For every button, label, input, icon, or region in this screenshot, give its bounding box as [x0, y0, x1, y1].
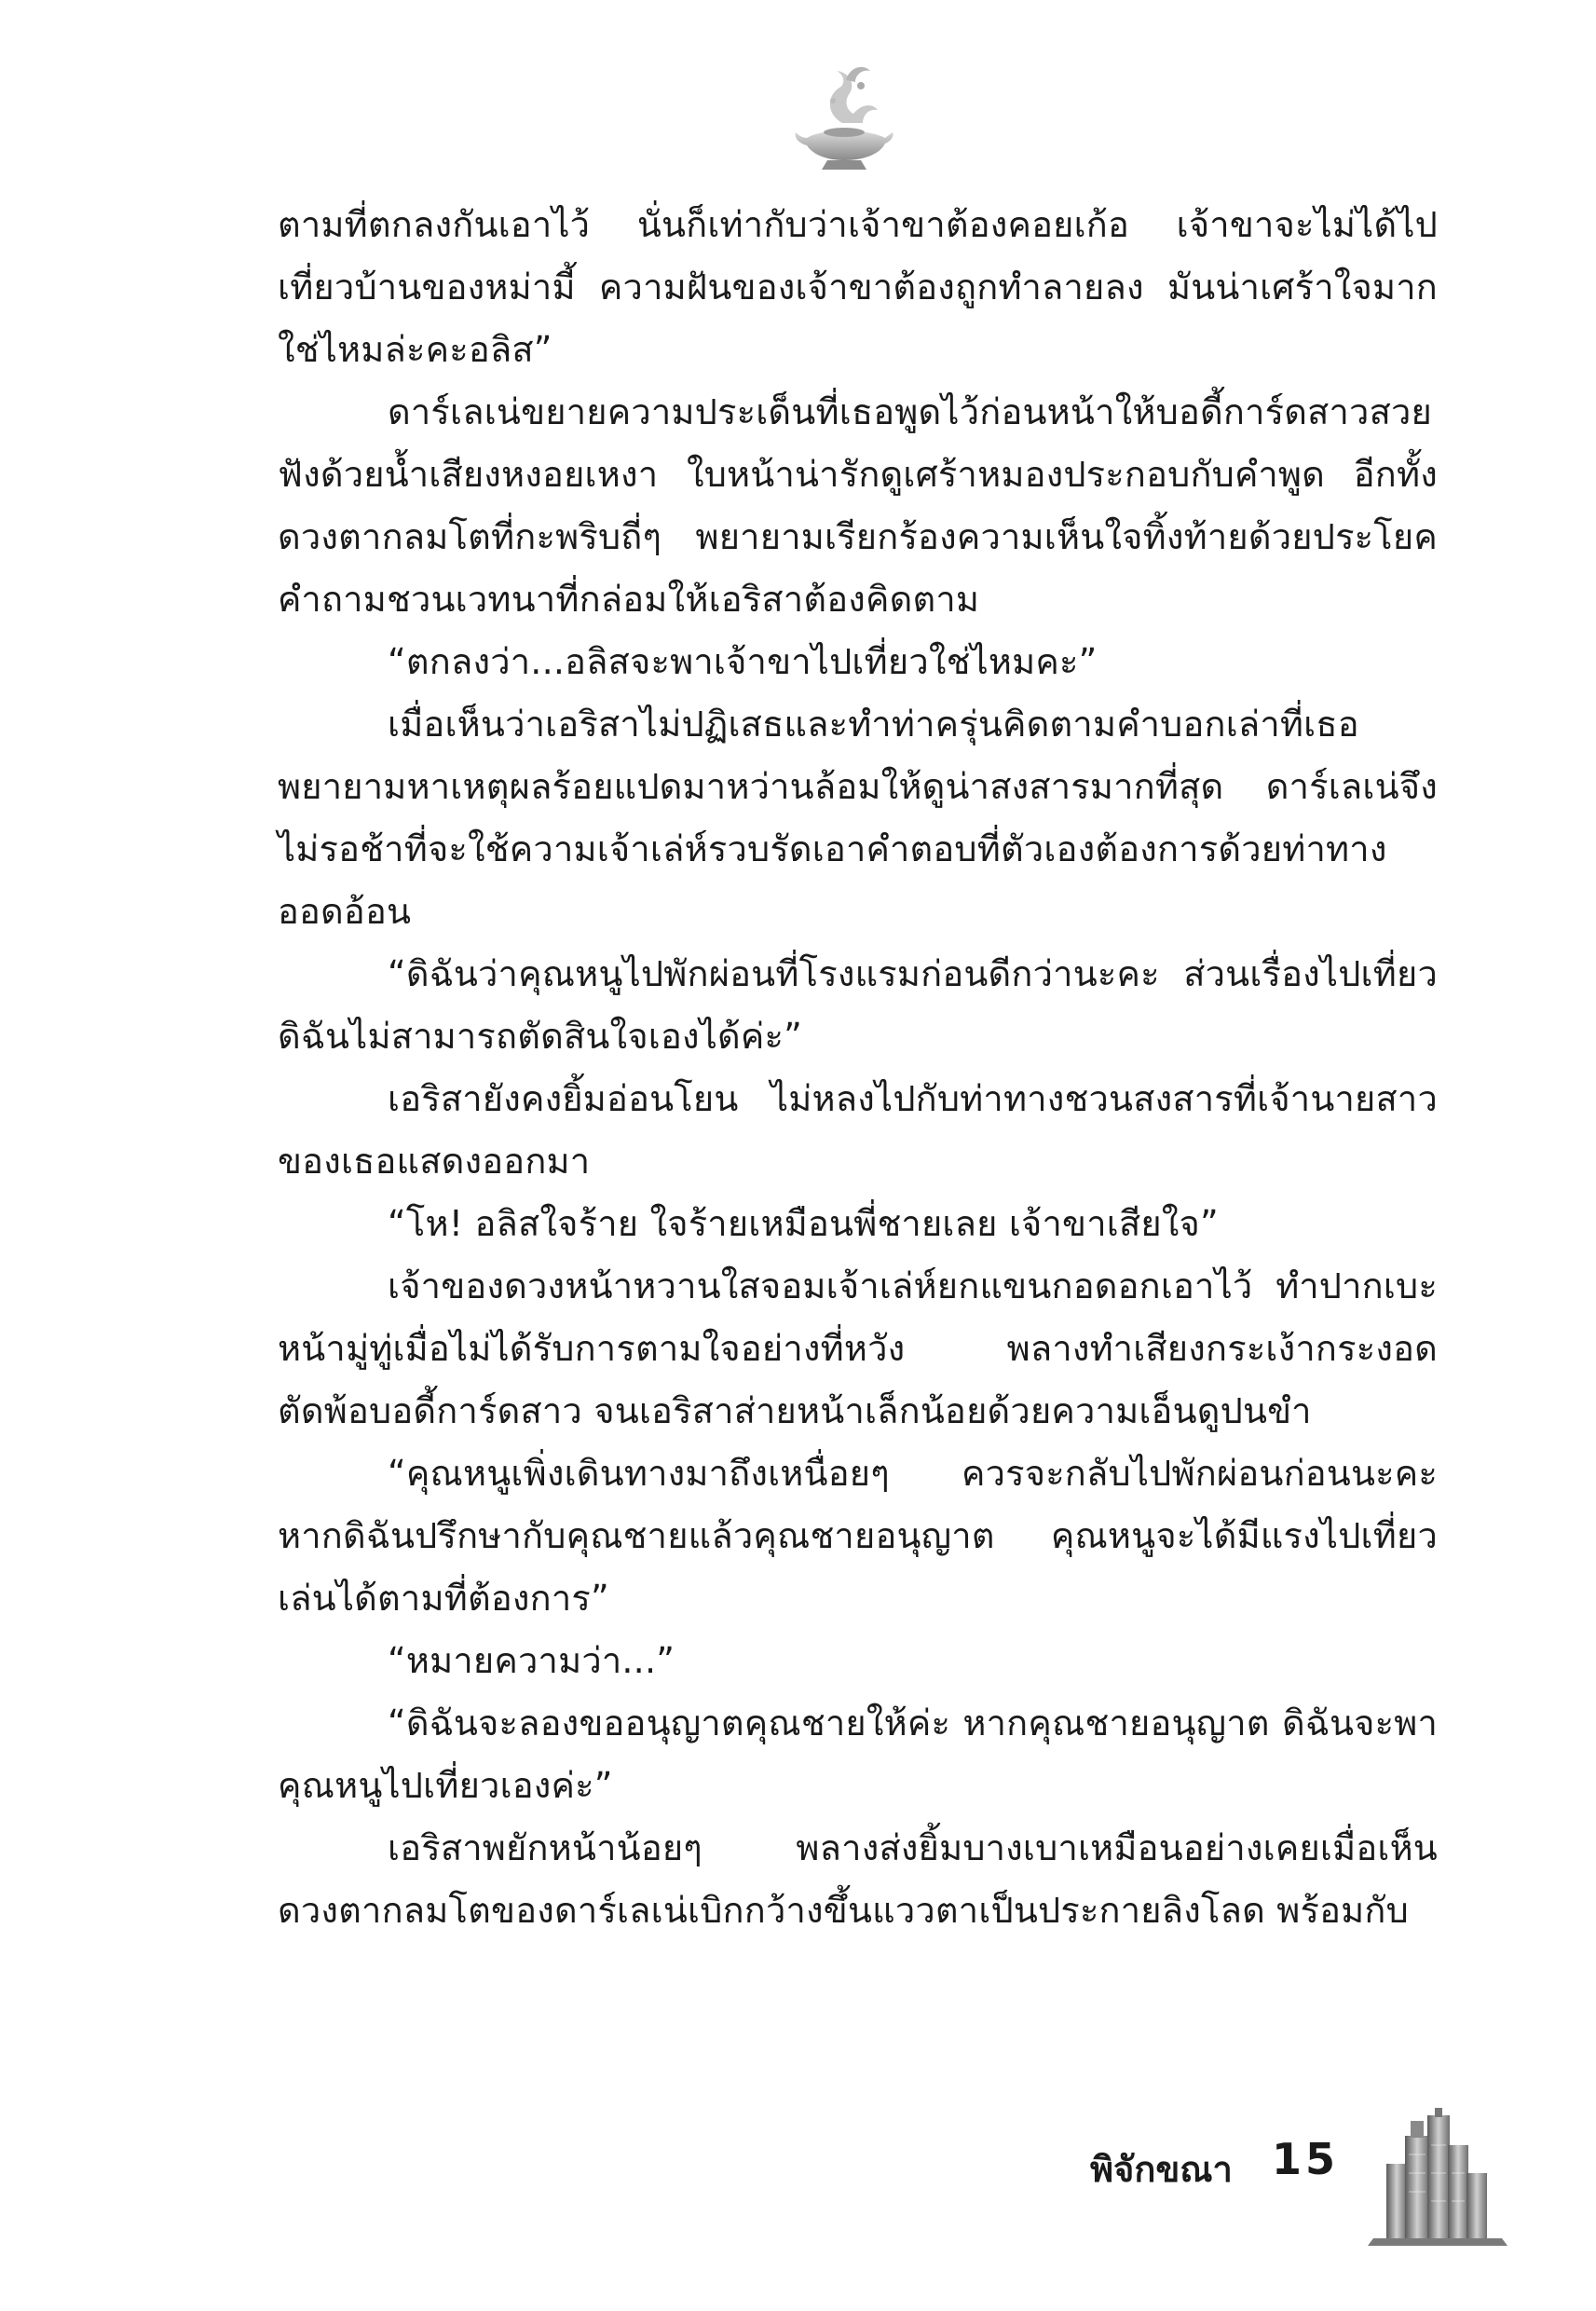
paragraph-12: เอริสาพยักหน้าน้อยๆ พลางส่งยิ้มบางเบาเหมือนอย่างเคยเมื่อเห็นดวงตากลมโตของดาร์เลเน่เบิกกว้างขึ้นแววตาเป็นประกายลิงโลด พร้อมกับ — [278, 1827, 1438, 1931]
page-footer — [1071, 2108, 1509, 2248]
body-text — [278, 194, 1438, 2067]
paragraph-6: เอริสายังคงยิ้มอ่อนโยน ไม่หลงไปกับท่าทางชวนสงสารที่เจ้านายสาวของเธอแสดงออกมา — [278, 1078, 1438, 1182]
book-title: พิจักขณา — [1090, 2149, 1233, 2190]
paragraph-10: “หมายความว่า...” — [388, 1640, 675, 1681]
paragraph-2: ดาร์เลเน่ขยายความประเด็นที่เธอพูดไว้ก่อนหน้าให้บอดี้การ์ดสาวสวยฟังด้วยน้ำเสียงหงอยเหงา ใบหน้าน่ารักดูเศร้าหมองประกอบกับคำพูด อีกทั้งดวงตากลมโตที่กะพริบถี่ๆ พยายามเรียกร้องความเห็นใจทิ้งท้ายด้วยประโยคคำถามชวนเวทนาที่กล่อมให้เอริสาต้องคิดตาม — [278, 391, 1438, 620]
paragraph-11: “ดิฉันจะลองขออนุญาตคุณชายให้ค่ะ หากคุณชายอนุญาต ดิฉันจะพาคุณหนูไปเที่ยวเองค่ะ” — [278, 1702, 1438, 1806]
paragraph-4: เมื่อเห็นว่าเอริสาไม่ปฏิเสธและทำท่าครุ่นคิดตามคำบอกเล่าที่เธอพยายามหาเหตุผลร้อยแปดมาหว่านล้อมให้ดูน่าสงสารมากที่สุด ดาร์เลเน่จึงไม่รอช้าที่จะใช้ความเจ้าเล่ห์รวบรัดเอาคำตอบที่ตัวเองต้องการด้วยท่าทางออดอ้อน — [278, 704, 1438, 932]
paragraph-1: ตามที่ตกลงกันเอาไว้ นั่นก็เท่ากับว่าเจ้าขาต้องคอยเก้อ เจ้าขาจะไม่ได้ไปเที่ยวบ้านของหม่ามี้ ความฝันของเจ้าขาต้องถูกทำลายลง มันน่าเศร้าใจมากใช่ไหมล่ะคะอลิส” — [278, 204, 1438, 370]
paragraph-7: “โห! อลิสใจร้าย ใจร้ายเหมือนพี่ชายเลย เจ้าขาเสียใจ” — [388, 1203, 1219, 1244]
magic-lamp-icon — [788, 58, 900, 179]
paragraph-8: เจ้าของดวงหน้าหวานใสจอมเจ้าเล่ห์ยกแขนกอดอกเอาไว้ ทำปากเบะหน้ามู่ทู่เมื่อไม่ได้รับการตามใจอย่างที่หวัง พลางทำเสียงกระเง้ากระงอดตัดพ้อบอดี้การ์ดสาว จนเอริสาส่ายหน้าเล็กน้อยด้วยความเอ็นดูปนขำ — [278, 1265, 1438, 1431]
paragraph-9: “คุณหนูเพิ่งเดินทางมาถึงเหนื่อยๆ ควรจะกลับไปพักผ่อนก่อนนะคะ หากดิฉันปรึกษากับคุณชายแล้วคุณชายอนุญาต คุณหนูจะได้มีแรงไปเที่ยวเล่นได้ตามที่ต้องการ” — [278, 1453, 1438, 1619]
paragraph-3: “ตกลงว่า...อลิสจะพาเจ้าขาไปเที่ยวใช่ไหมคะ” — [388, 641, 1098, 682]
page-number: 15 — [1272, 2134, 1340, 2184]
city-skyline-icon — [1368, 2108, 1507, 2248]
paragraph-5: “ดิฉันว่าคุณหนูไปพักผ่อนที่โรงแรมก่อนดีกว่านะคะ ส่วนเรื่องไปเที่ยว ดิฉันไม่สามารถตัดสินใจเองได้ค่ะ” — [278, 953, 1438, 1057]
